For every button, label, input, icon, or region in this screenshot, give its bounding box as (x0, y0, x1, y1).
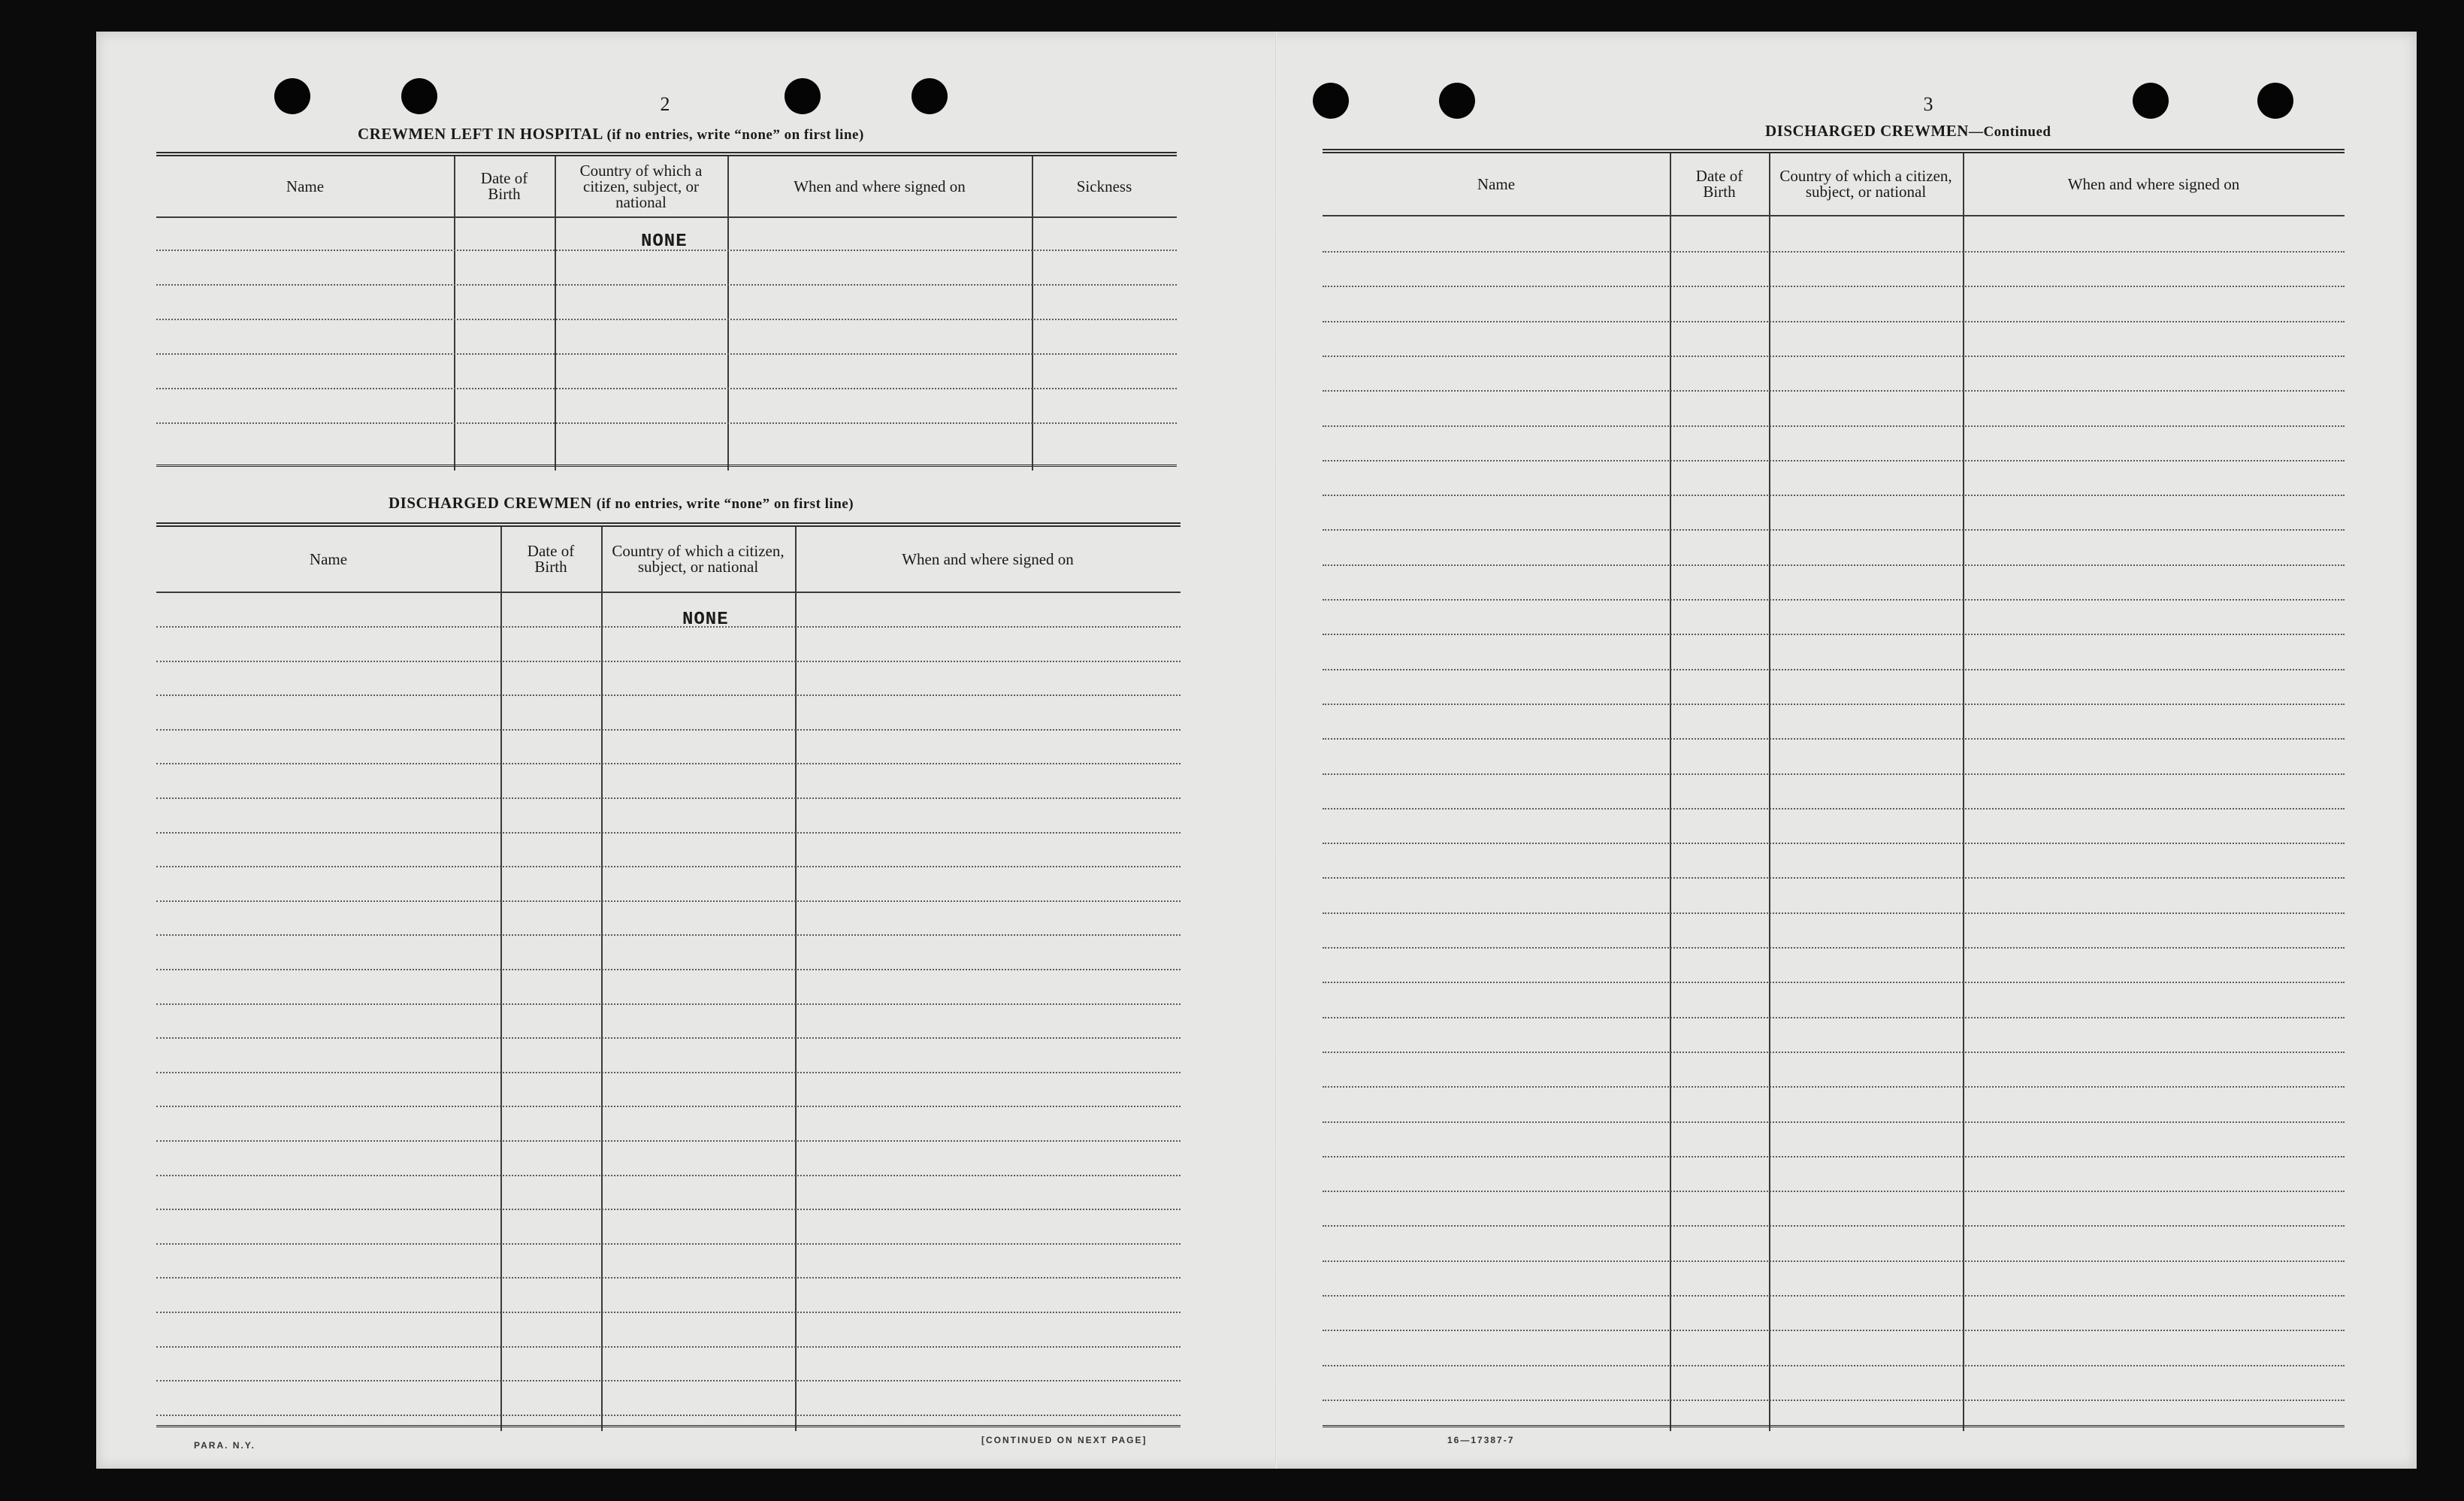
col-header-name: Name (309, 549, 348, 568)
entry-line (156, 661, 1181, 662)
column-divider (601, 527, 603, 1431)
entry-line (156, 1243, 1181, 1245)
entry-line (1323, 669, 2345, 670)
entry-line (1323, 1121, 2345, 1123)
col-header-signed: When and where signed on (902, 549, 1074, 568)
entry-line (1323, 877, 2345, 879)
entry-line (156, 626, 1181, 628)
col-header-name: Name (286, 177, 325, 195)
printer-mark: PARA. N.Y. (194, 1440, 255, 1451)
entry-line (156, 353, 1177, 355)
entry-line (156, 319, 1177, 320)
entry-line (1323, 1365, 2345, 1366)
entry-line (156, 866, 1181, 867)
entry-line (1323, 1225, 2345, 1227)
table-bottom-rule (156, 1425, 1181, 1427)
entry-line (156, 900, 1181, 902)
hospital-title-text: CREWMEN LEFT IN HOSPITAL (358, 125, 603, 143)
column-divider (1670, 153, 1671, 1431)
entry-line (156, 763, 1181, 764)
entry-line (1323, 1330, 2345, 1331)
punch-hole (2133, 83, 2169, 119)
document-sheet (96, 32, 2417, 1469)
discharged-continued-title (1765, 122, 2051, 141)
entry-line (156, 1003, 1181, 1005)
col-header-country: Country of which a citizen, subject, or national (612, 542, 785, 576)
entry-line (156, 1209, 1181, 1210)
entry-line (156, 1106, 1181, 1107)
entry-line (1323, 808, 2345, 810)
discharged-continued-table (1323, 149, 2345, 1431)
entry-line (1323, 356, 2345, 357)
entry-line (1323, 982, 2345, 983)
col-header-dob: Date of Birth (480, 169, 528, 203)
entry-line (156, 969, 1181, 970)
right-page (1276, 32, 2417, 1469)
entry-line (156, 695, 1181, 696)
entry-line (1323, 251, 2345, 253)
punch-hole (785, 78, 821, 114)
discharged-section-title (388, 494, 854, 513)
continued-suffix: —Continued (1968, 124, 2051, 140)
column-divider (795, 527, 797, 1431)
entry-line (1323, 460, 2345, 461)
entry-line (156, 1140, 1181, 1142)
left-page (96, 32, 1276, 1469)
column-divider (1963, 153, 1964, 1431)
entry-line (156, 797, 1181, 799)
entry-line (1323, 321, 2345, 322)
entry-line (1323, 773, 2345, 775)
header-rule (156, 592, 1181, 593)
entry-line (156, 1175, 1181, 1176)
hospital-entry-none: NONE (641, 232, 688, 252)
entry-line (1323, 704, 2345, 705)
entry-line (156, 1037, 1181, 1039)
discharged-title-note: (if no entries, write “none” on first line) (596, 496, 854, 512)
entry-line (1323, 1017, 2345, 1018)
col-header-country: Country of which a citizen, subject, or national (579, 161, 703, 211)
entry-line (1323, 1052, 2345, 1053)
entry-line (1323, 390, 2345, 392)
entry-line (156, 1072, 1181, 1073)
page-number: 2 (660, 93, 670, 115)
entry-line (1323, 947, 2345, 949)
col-header-signed: When and where signed on (794, 177, 966, 195)
continued-note: [CONTINUED ON NEXT PAGE] (981, 1435, 1147, 1445)
entry-line (1323, 1156, 2345, 1158)
col-header-signed: When and where signed on (2067, 174, 2240, 193)
header-rule (156, 216, 1177, 218)
entry-line (1323, 634, 2345, 635)
entry-line (156, 1312, 1181, 1313)
punch-hole (274, 78, 310, 114)
entry-line (1323, 495, 2345, 496)
entry-line (1323, 1260, 2345, 1262)
entry-line (156, 1415, 1181, 1416)
entry-line (156, 1346, 1181, 1348)
entry-line (1323, 599, 2345, 601)
entry-line (1323, 738, 2345, 740)
entry-line (156, 1277, 1181, 1279)
entry-line (156, 729, 1181, 731)
entry-line (156, 1380, 1181, 1381)
entry-line (1323, 425, 2345, 427)
entry-line (156, 388, 1177, 389)
table-bottom-rule (1323, 1425, 2345, 1427)
col-header-dob: Date of Birth (1695, 167, 1743, 201)
discharged-entry-none: NONE (682, 610, 729, 630)
col-header-dob: Date of Birth (527, 542, 575, 576)
column-divider (1769, 153, 1770, 1431)
entry-line (1323, 912, 2345, 914)
hospital-section-title (358, 125, 864, 144)
table-bottom-rule (156, 465, 1177, 467)
punch-hole (912, 78, 948, 114)
entry-line (156, 934, 1181, 936)
punch-hole (2257, 83, 2293, 119)
entry-line (1323, 1400, 2345, 1401)
form-code: 16—17387-7 (1447, 1435, 1515, 1445)
discharged-continued-text: DISCHARGED CREWMEN (1765, 122, 1969, 140)
entry-line (1323, 1086, 2345, 1088)
entry-line (1323, 1191, 2345, 1192)
discharged-table (156, 522, 1181, 1431)
header-rule (1323, 215, 2345, 216)
page-number: 3 (1923, 93, 1933, 115)
entry-line (1323, 843, 2345, 844)
entry-line (156, 832, 1181, 834)
entry-line (1323, 529, 2345, 531)
col-header-country: Country of which a citizen, subject, or national (1779, 167, 1952, 201)
entry-line (1323, 1295, 2345, 1297)
hospital-table (156, 152, 1177, 471)
entry-line (1323, 286, 2345, 287)
punch-hole (1313, 83, 1349, 119)
punch-hole (1439, 83, 1475, 119)
entry-line (1323, 564, 2345, 566)
discharged-title-text: DISCHARGED CREWMEN (388, 494, 592, 512)
col-header-sickness: Sickness (1076, 177, 1132, 195)
entry-line (156, 422, 1177, 424)
punch-hole (401, 78, 437, 114)
col-header-name: Name (1477, 174, 1516, 193)
entry-line (156, 284, 1177, 286)
hospital-title-note: (if no entries, write “none” on first line) (606, 127, 864, 143)
column-divider (500, 527, 502, 1431)
